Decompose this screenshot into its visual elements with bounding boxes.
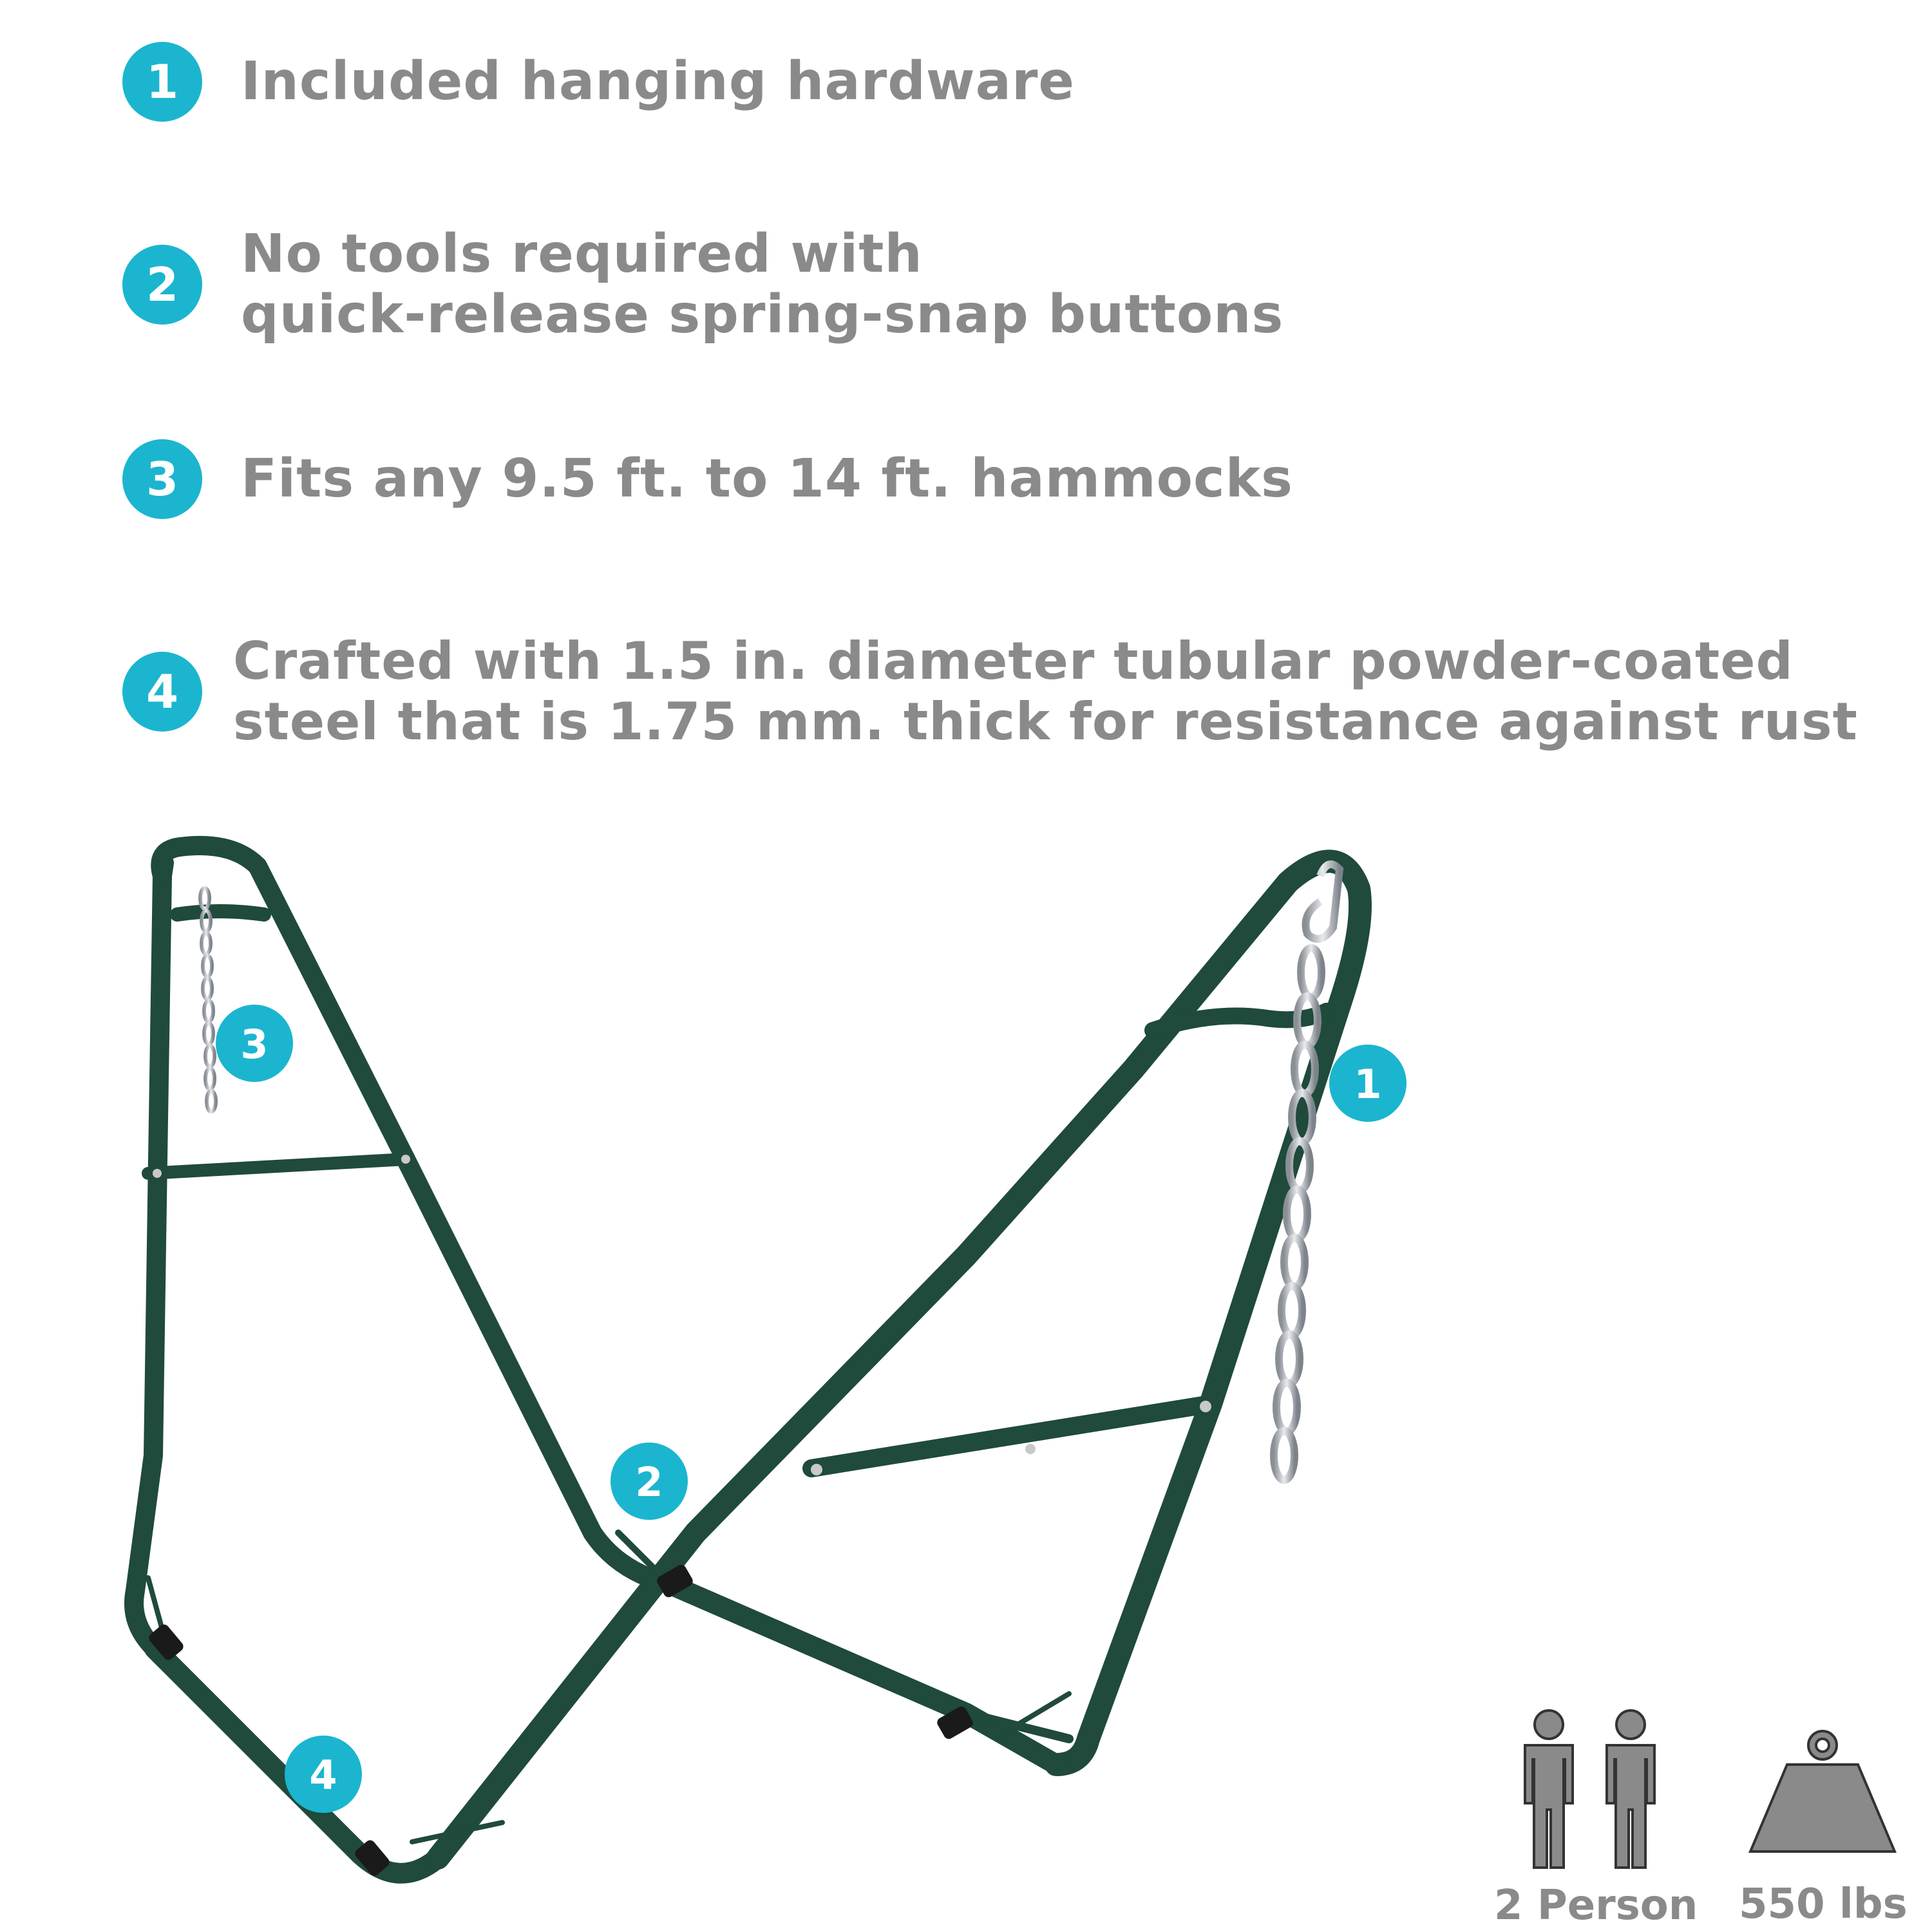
- left-chain: [200, 863, 216, 1112]
- weight-icon: [1745, 1726, 1900, 1855]
- capacity-label: 2 Person: [1494, 1882, 1698, 1929]
- feature-line: steel that is 1.75 mm. thick for resistance against rust: [233, 692, 1858, 752]
- feature-line: quick-release spring-snap buttons: [241, 284, 1284, 345]
- person-icon: [1494, 1707, 1687, 1874]
- svg-text:4: 4: [309, 1752, 337, 1799]
- callout-badge-3: [216, 1005, 293, 1082]
- weight-spec: [1739, 1726, 1906, 1928]
- feature-line: Crafted with 1.5 in. diameter tubular powder-coated: [233, 631, 1794, 691]
- svg-text:2: 2: [635, 1459, 663, 1506]
- callout-badge-4: [285, 1736, 362, 1813]
- callout-badge-2: [611, 1443, 688, 1520]
- number-badge: 3: [122, 439, 202, 519]
- number-badge: 2: [122, 245, 202, 325]
- callout-badge-1: [1329, 1045, 1406, 1122]
- svg-text:1: 1: [1354, 1061, 1382, 1108]
- svg-text:3: 3: [240, 1021, 269, 1068]
- feature-line: Fits any 9.5 ft. to 14 ft. hammocks: [241, 448, 1293, 509]
- stand-frame: [134, 846, 1360, 1873]
- feature-line: No tools required with: [241, 223, 923, 285]
- feature-line: Included hanging hardware: [241, 51, 1075, 112]
- number-badge: 1: [122, 42, 202, 122]
- weight-label: 550 lbs: [1739, 1880, 1908, 1928]
- number-badge: 4: [122, 652, 202, 732]
- capacity-spec: [1494, 1707, 1698, 1929]
